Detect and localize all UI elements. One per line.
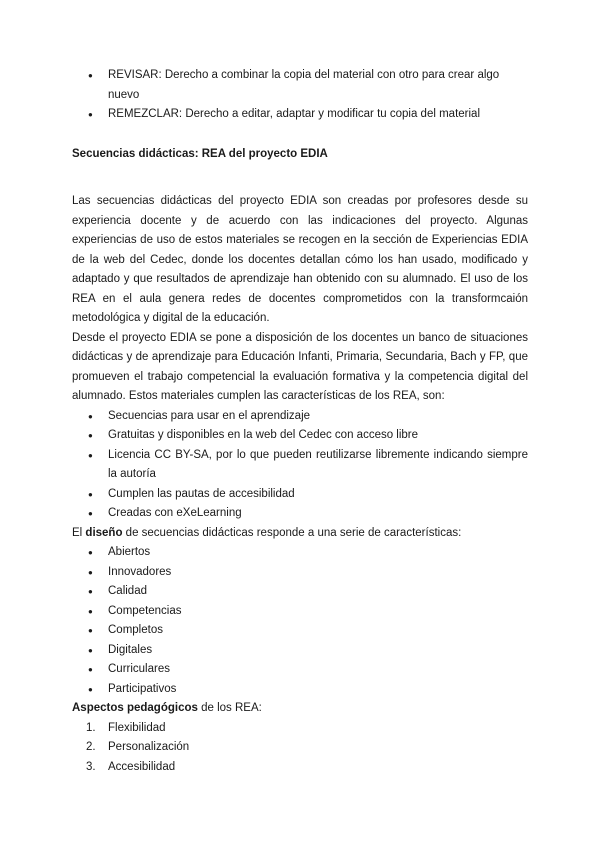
item-number: 3. [86,760,96,773]
list-item: ● Completos [72,621,528,641]
list-item: ● Creadas con eXeLearning [72,504,528,524]
list-item: ● REMEZCLAR: Derecho a editar, adaptar y modificar tu copia del material [72,105,528,125]
item-text: Flexibilidad [108,721,166,734]
list-item: ● Licencia CC BY-SA, por lo que pueden reutilizarse libremente indicando siempre la autoría [72,446,528,485]
paragraph-edia-bank: Desde el proyecto EDIA se pone a disposición de los docentes un banco de situaciones didácticas y de aprendizaje para Educación Infanti, Primaria, Secundaria, Bach y FP, que promueven el trabajo competencial la evaluación formativa y la competencia digital del alumnado. Estos materiales cumplen las características de los REA, son: [72,331,528,402]
numbered-item [72,738,528,758]
list-item: ● Calidad [72,582,528,602]
numbered-item [72,758,528,778]
item-number: 1. [86,721,96,734]
list-item: ● Cumplen las pautas de accesibilidad [72,485,528,505]
item-text: Personalización [108,741,190,753]
design-intro-bold: diseño [85,526,123,539]
design-intro-prefix: El [72,526,86,539]
list-item: ● REVISAR: Derecho a combinar la copia del material con otro para crear algo nuevo [72,66,528,105]
pedagogic-intro-suffix: de los REA: [197,702,262,714]
rea-characteristics-list [72,407,528,524]
document-page [72,66,528,777]
paragraph-edia-intro: Las secuencias didácticas del proyecto EDIA son creadas por profesores desde su experiencia docente y de acuerdo con las indicaciones del proyecto. Algunas experiencias de uso de estos materiales se recogen en la sección de Experiencias EDIA de la web del Cedec, donde los docentes detallan cómo los han usado, modificado y adaptado y que resultados de aprendizaje han obtenido con su alumnado. El uso de los REA en el aula genera redes de docentes comprometidos con la transformcaión metodológica y digital de la educación. [72,195,528,324]
item-text: Accesibilidad [108,760,176,773]
design-intro-suffix: de secuencias didácticas responde a una serie de características: [122,526,462,539]
list-item: ● Competencias [72,602,528,622]
list-item: ● Gratuitas y disponibles en la web del Cedec con acceso libre [72,426,528,446]
pedagogic-intro [72,699,528,719]
list-item: ● Digitales [72,641,528,661]
section-title: Secuencias didácticas: REA del proyecto EDIA [72,147,328,160]
list-item: ● Participativos [72,680,528,700]
numbered-item [72,719,528,739]
pedagogic-intro-bold: Aspectos pedagógicos [72,702,198,714]
pedagogic-list [72,719,528,778]
list-item: ● Secuencias para usar en el aprendizaje [72,407,528,427]
design-list [72,543,528,699]
item-number: 2. [86,741,96,753]
design-intro [72,524,528,544]
list-item: ● Curriculares [72,660,528,680]
rights-list [72,66,528,125]
list-item: ● Abiertos [72,543,528,563]
list-item: ● Innovadores [72,563,528,583]
